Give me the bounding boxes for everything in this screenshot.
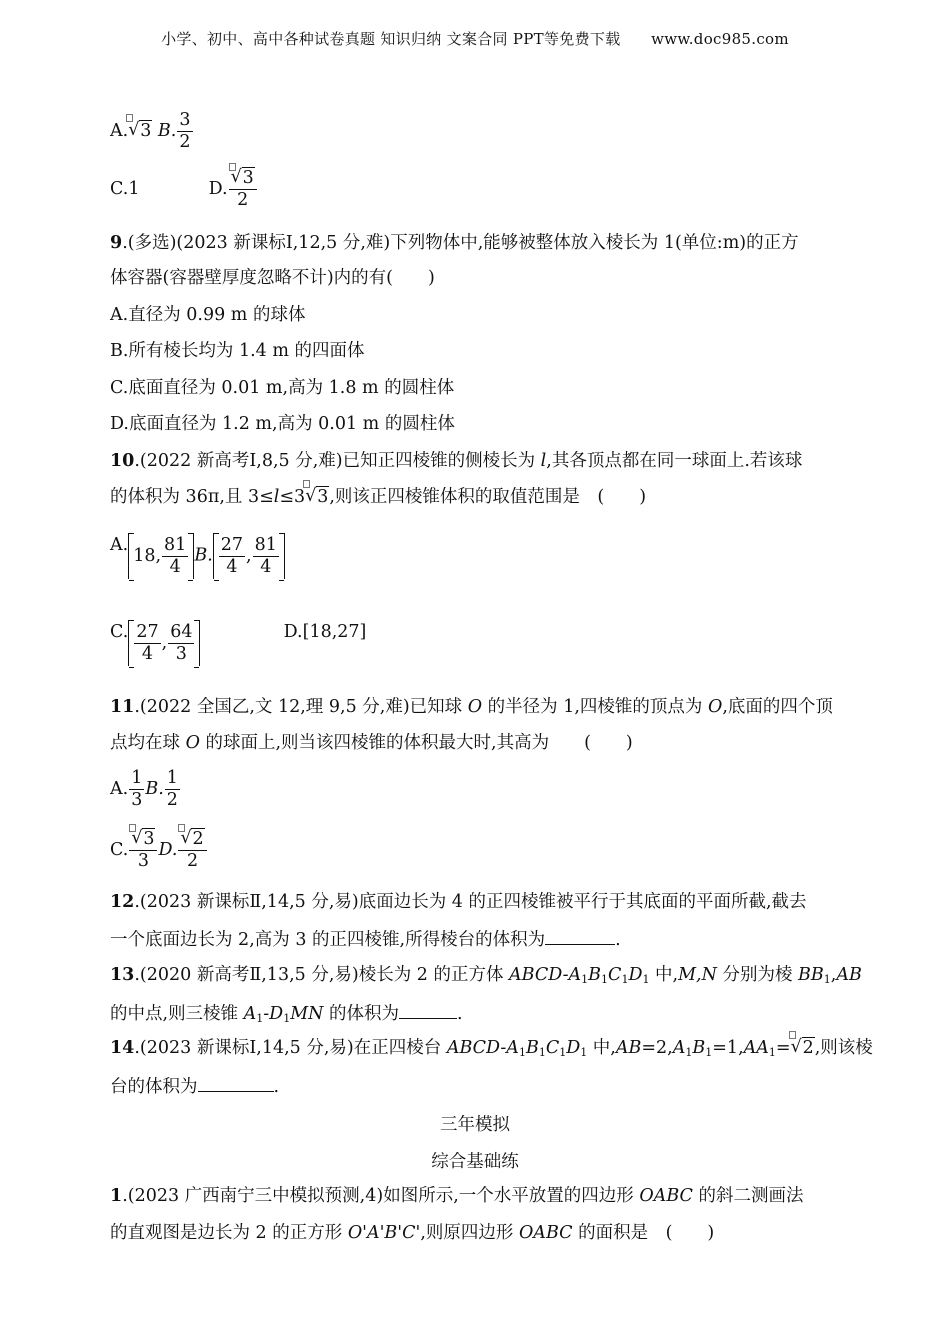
fraction: $\frac{64}{3}$ bbox=[170, 621, 193, 664]
interval-bracket: $\frac{27}{4}$ , $\frac{64}{3}$ bbox=[128, 620, 200, 666]
q13-stem-line2: 的中点,则三棱锥 $A_1-D_1MN$ 的体积为 . bbox=[110, 1000, 463, 1026]
q8-b-label: B. bbox=[157, 121, 177, 141]
q9-stem-line1: 9.(多选)(2023 新课标Ⅰ,12,5 分,难)下列物体中,能够被整体放入棱长为 1(单位:m)的正方 bbox=[110, 233, 799, 253]
p1-stem-line2: 的直观图是边长为 2 的正方形 O'A'B'C',则原四边形 OABC 的面积是 ( ) bbox=[110, 1223, 715, 1243]
q8-a-label: A. bbox=[110, 121, 129, 141]
q8-d-label: D. bbox=[208, 179, 228, 199]
q10-stem-line1: 10.(2022 新高考Ⅰ,8,5 分,难)已知正四棱锥的侧棱长为 l,其各顶点都在同一球面上.若该球 bbox=[110, 451, 803, 471]
sqrt-symbol: √ 3 bbox=[231, 168, 255, 189]
q9-stem-line2: 体容器(容器壁厚度忽略不计)内的有( ) bbox=[110, 268, 435, 288]
q11-stem-line2: 点均在球 O 的球面上,则当该四棱锥的体积最大时,其高为 ( ) bbox=[110, 733, 633, 753]
q10-stem-line2: 的体积为 36π,且 3≤l≤3 √ 3,则该正四棱锥体积的取值范围是 ( ) bbox=[110, 485, 646, 509]
fraction: √ $\frac{2}{2}$ bbox=[178, 829, 206, 872]
sqrt-symbol: √ 2 bbox=[791, 1036, 815, 1060]
interval-bracket: 18, $\frac{81}{4}$ bbox=[128, 533, 194, 579]
q11-options-cd: C. √ $\frac{3}{3}$ D. √ $\frac{2}{2}$ bbox=[110, 829, 208, 872]
interval-bracket: $\frac{27}{4}$ , $\frac{81}{4}$ bbox=[213, 533, 285, 579]
fraction: √ $\frac{3}{2}$ bbox=[229, 168, 257, 211]
section-subtitle: 综合基础练 bbox=[431, 1152, 519, 1172]
q12-stem-line2: 一个底面边长为 2,高为 3 的正四棱锥,所得棱台的体积为 . bbox=[110, 926, 621, 952]
fraction: √ $\frac{3}{3}$ bbox=[129, 829, 157, 872]
q11-stem-line1: 11.(2022 全国乙,文 12,理 9,5 分,难)已知球 O 的半径为 1,四棱锥的顶点为 O,底面的四个顶 bbox=[110, 697, 833, 717]
q9-option-d: D.底面直径为 1.2 m,高为 0.01 m 的圆柱体 bbox=[110, 414, 455, 434]
q9-option-b: B.所有棱长均为 1.4 m 的四面体 bbox=[110, 341, 365, 361]
answer-blank[interactable] bbox=[399, 1000, 457, 1019]
sqrt-symbol: √ 3 bbox=[305, 485, 329, 509]
page-header: 小学、初中、高中各种试卷真题 知识归纳 文案合同 PPT等免费下载 www.doc985.com bbox=[161, 30, 789, 48]
fraction: $\frac{81}{4}$ bbox=[164, 534, 187, 577]
p1-stem-line1: 1.(2023 广西南宁三中模拟预测,4)如图所示,一个水平放置的四边形 OABC 的斜二测画法 bbox=[110, 1186, 804, 1206]
q12-stem-line1: 12.(2023 新课标Ⅱ,14,5 分,易)底面边长为 4 的正四棱锥被平行于其底面的平面所截,截去 bbox=[110, 892, 807, 912]
fraction: $\frac{27}{4}$ bbox=[136, 621, 159, 664]
q8-options-ab bbox=[110, 110, 194, 153]
q11-options-ab: A. $\frac{1}{3}$ B. $\frac{1}{2}$ bbox=[110, 768, 178, 810]
q9-option-a: A.直径为 0.99 m 的球体 bbox=[110, 305, 306, 325]
sqrt-symbol: √ 3 bbox=[128, 119, 152, 143]
fraction: $\frac{1}{3}$ bbox=[131, 768, 143, 810]
q10-options-cd: C. $\frac{27}{4}$ , $\frac{64}{3}$ D.[18,27] bbox=[110, 620, 366, 666]
section-title: 三年模拟 bbox=[440, 1115, 510, 1135]
fraction: $\frac{27}{4}$ bbox=[220, 534, 244, 577]
fraction: $\frac{81}{4}$ bbox=[254, 534, 277, 577]
q8-options-cd bbox=[110, 168, 258, 211]
fraction: $\frac{3}{2}$ bbox=[179, 110, 191, 152]
sqrt-symbol: √ 2 bbox=[180, 829, 204, 850]
q10-options-ab: A. 18, $\frac{81}{4}$ B. $\frac{27}{4}$ , $\frac{81}{4}$ bbox=[110, 533, 285, 579]
answer-blank[interactable] bbox=[198, 1073, 274, 1092]
sqrt-symbol: √ 3 bbox=[131, 829, 155, 850]
q8-c-option: C.1 bbox=[110, 179, 140, 199]
q9-option-c: C.底面直径为 0.01 m,高为 1.8 m 的圆柱体 bbox=[110, 378, 455, 398]
answer-blank[interactable] bbox=[545, 926, 615, 945]
q14-stem-line2: 台的体积为 . bbox=[110, 1073, 279, 1099]
q14-stem-line1: 14.(2023 新课标Ⅰ,14,5 分,易)在正四棱台 ABCD-$A_1B_1C_1D_1$ 中$,AB=2,A_1B_1=1,AA_1=$ √ 2,则该棱 bbox=[110, 1036, 873, 1060]
q10-option-d: D.[18,27] bbox=[283, 622, 367, 642]
q13-stem-line1: 13.(2020 新高考Ⅱ,13,5 分,易)棱长为 2 的正方体 ABCD-$A_1B_1C_1D_1$ 中,M,N 分别为棱 $BB_1,AB$ bbox=[110, 965, 862, 986]
fraction: $\frac{1}{2}$ bbox=[166, 768, 178, 810]
